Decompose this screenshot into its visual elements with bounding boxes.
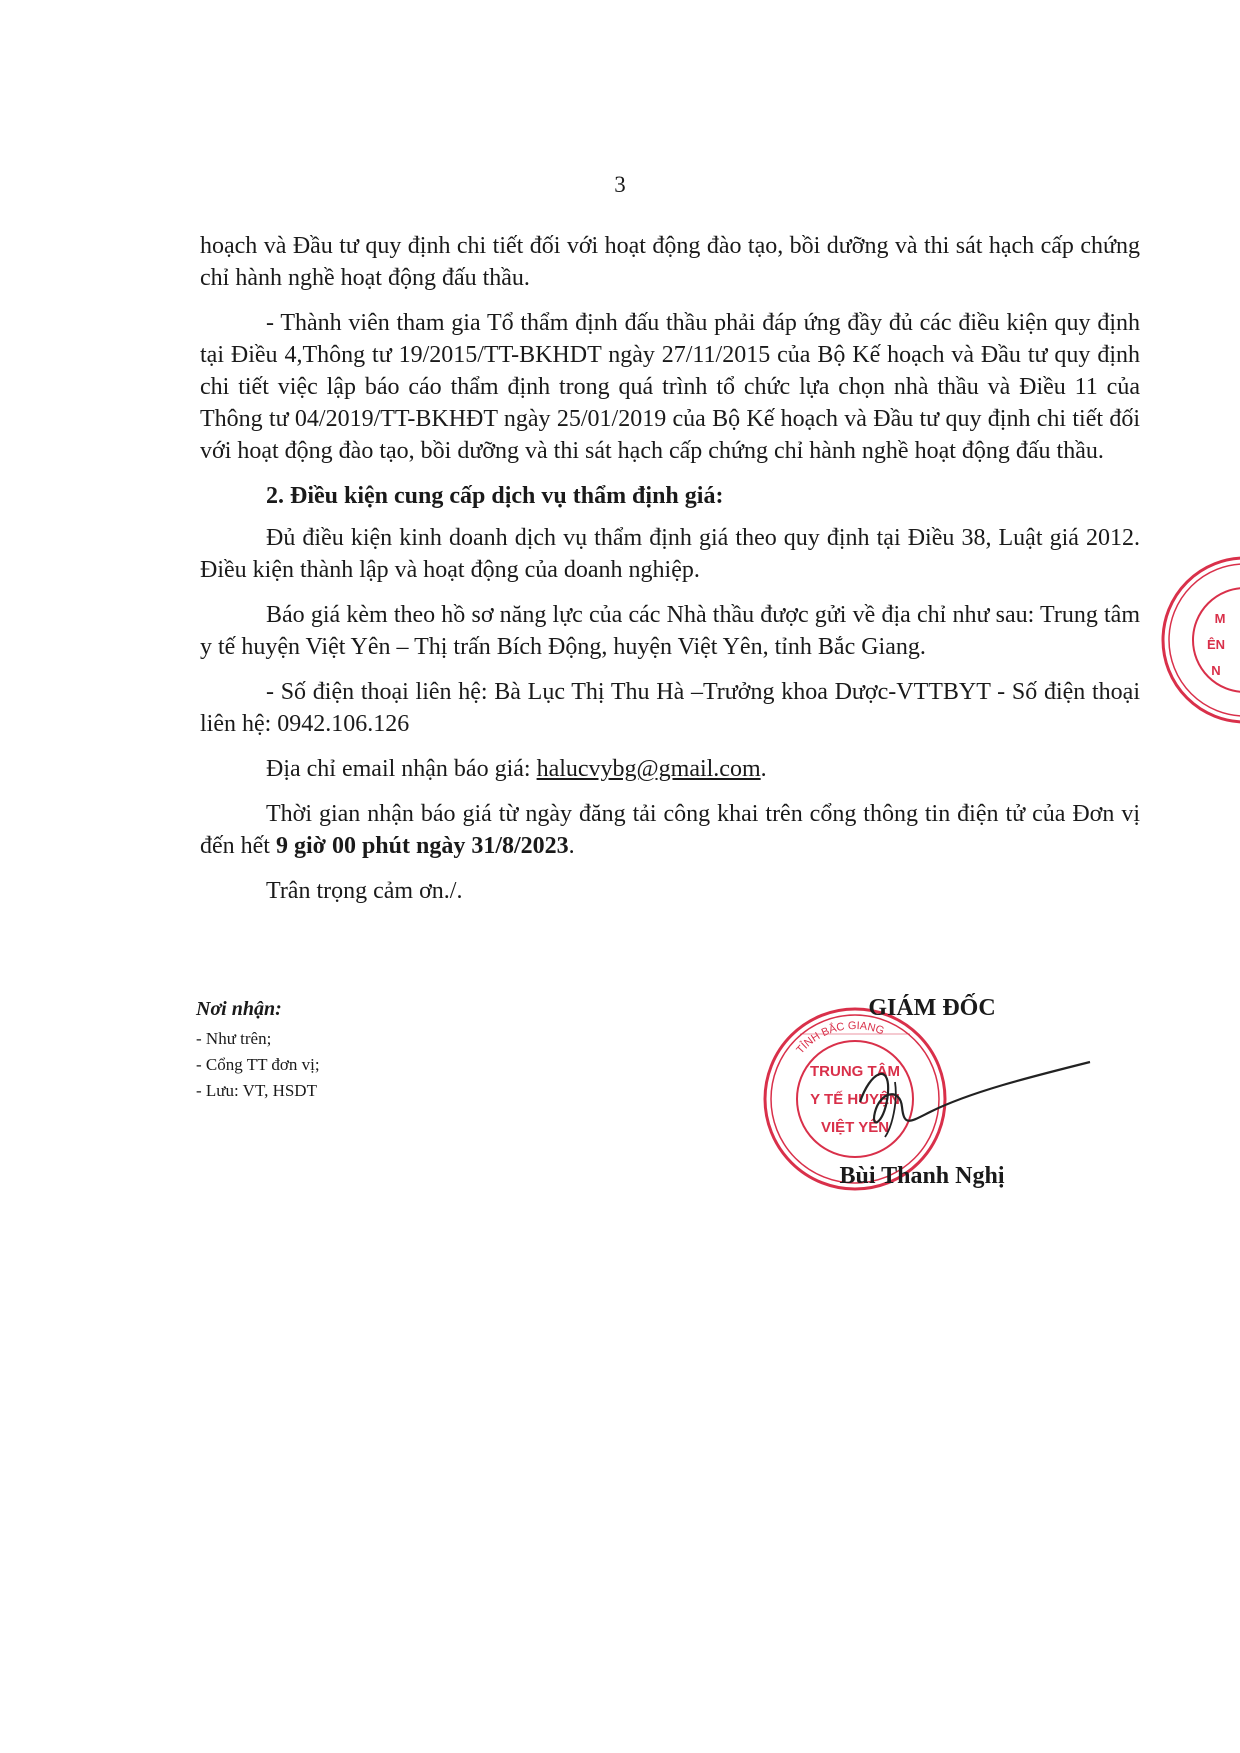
deadline-text: Thời gian nhận báo giá từ ngày đăng tải công khai trên cổng thông tin điện tử của Đơn vị đến hết [200,801,1140,859]
closing-thanks: Trân trọng cảm ơn./. [266,878,463,904]
signature-title: GIÁM ĐỐC [868,995,996,1021]
stamp-line-1: TRUNG TÂM [810,1063,900,1080]
paragraph-appraisal-members: - Thành viên tham gia Tổ thẩm định đấu thầu phải đáp ứng đầy đủ các điều kiện quy định tại Điều 4,Thông tư 19/2015/TT-BKHDT ngày 27/11/2015 của Bộ Kế hoạch và Đầu tư quy định chi tiết việc lập báo cáo thẩm định trong quá trình tổ chức lựa chọn nhà thầu và Điều 11 của Thông tư 04/2019/TT-BKHĐT ngày 25/01/2019 của Bộ Kế hoạch và Đầu tư quy định chi tiết đối với hoạt động đào tạo, bồi dưỡng và thi sát hạch cấp chứng chỉ hành nghề hoạt động đấu thầu. [200,310,1140,464]
side-stamp-line-3: N [1211,663,1221,678]
deadline-date: 9 giờ 00 phút ngày 31/8/2023 [275,833,569,859]
signer-name: Bùi Thanh Nghị [839,1163,1005,1189]
stamp-line-3: VIỆT YÊN [820,1119,890,1136]
recipients-title: Nơi nhận: [196,998,282,1020]
recipient-item: - Cổng TT đơn vị; [196,1055,320,1074]
email-label: Địa chỉ email nhận báo giá: [266,756,537,782]
recipients-block [196,996,576,1104]
stamp-ring-text: TỈNH BẮC GIANG [794,1019,886,1057]
signature-block [760,992,1100,1212]
paragraph-appraisal-conditions: Đủ điều kiện kinh doanh dịch vụ thẩm định giá theo quy định tại Điều 38, Luật giá 2012. Điều kiện thành lập và hoạt động của doanh nghiệp. [200,525,1140,583]
recipient-item: - Như trên; [196,1029,272,1048]
paragraph-continuation: hoạch và Đầu tư quy định chi tiết đối với hoạt động đào tạo, bồi dưỡng và thi sát hạch cấp chứng chỉ hành nghề hoạt động đấu thầu. [200,233,1140,291]
side-stamp-line-2: ÊN [1206,637,1226,652]
paragraph-email [200,753,1140,785]
email-link[interactable]: halucvybg@gmail.com [536,756,761,782]
letter-body [200,230,1140,920]
side-stamp-line-1: M [1214,611,1226,626]
deadline-suffix: . [568,833,575,859]
recipient-item: - Lưu: VT, HSDT [196,1081,317,1100]
email-suffix: . [760,756,767,782]
page-number: 3 [614,172,626,197]
page-seal-stamp [1160,545,1240,735]
paragraph-deadline [200,798,1140,862]
handwritten-signature [840,1032,1100,1152]
section-heading-2: 2. Điều kiện cung cấp dịch vụ thẩm định giá: [266,483,724,509]
paragraph-contact-phone: - Số điện thoại liên hệ: Bà Lục Thị Thu Hà –Trưởng khoa Dược-VTTBYT - Số điện thoại liên hệ: 0942.106.126 [200,679,1140,737]
stamp-line-2: Y TẾ HUYỆN [810,1091,900,1108]
paragraph-submission-address: Báo giá kèm theo hồ sơ năng lực của các Nhà thầu được gửi về địa chỉ như sau: Trung tâm y tế huyện Việt Yên – Thị trấn Bích Động, huyện Việt Yên, tỉnh Bắc Giang. [200,602,1140,660]
